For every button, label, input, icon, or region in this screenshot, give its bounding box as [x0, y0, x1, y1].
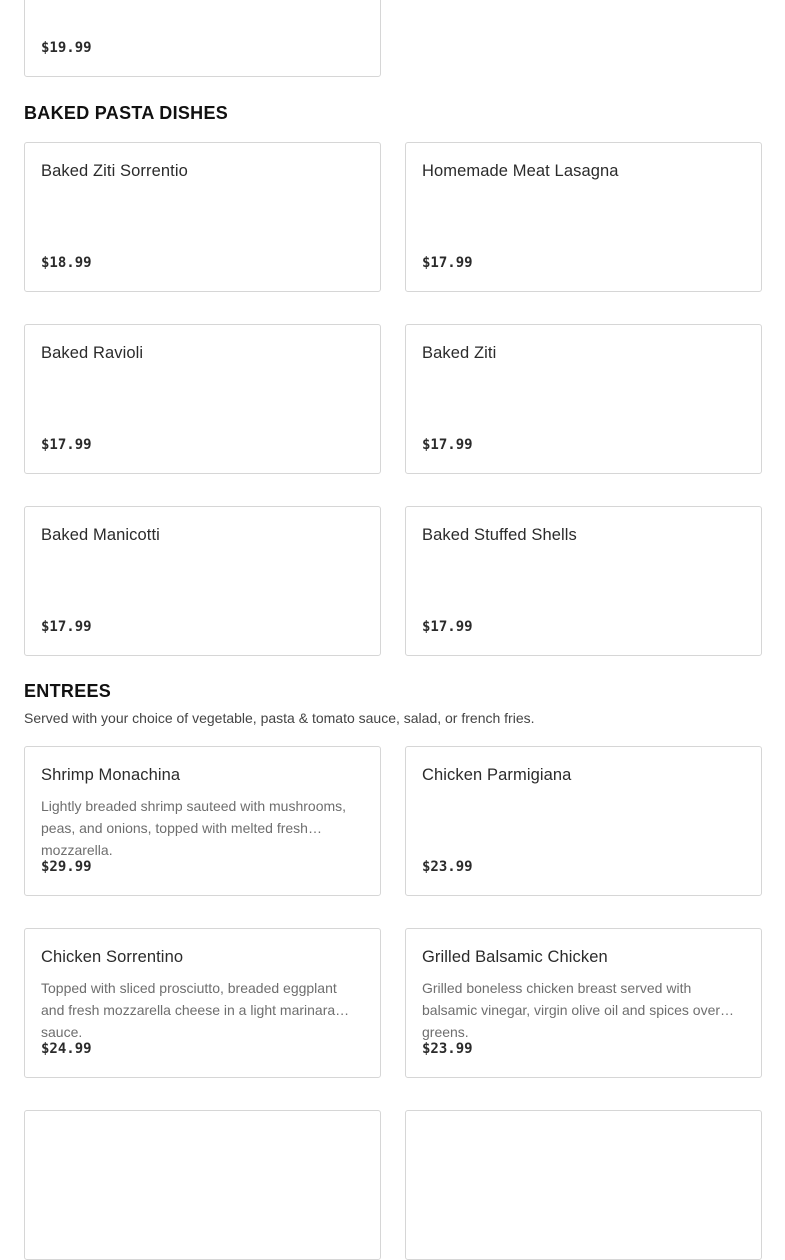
item-price: $23.99 [422, 1041, 473, 1057]
menu-item-card[interactable] [405, 1110, 762, 1260]
item-name: Shrimp Monachina [41, 766, 181, 784]
item-name: Baked Ziti [422, 344, 497, 362]
menu-item-card[interactable] [405, 142, 762, 292]
item-price: $29.99 [41, 859, 92, 875]
item-description: Grilled boneless chicken breast served with balsamic vinegar, virgin olive oil and spices over greens. [422, 980, 721, 1040]
item-price: $17.99 [422, 619, 473, 635]
item-price: $17.99 [41, 619, 92, 635]
menu-item-card[interactable] [24, 1110, 381, 1260]
menu-item-card[interactable] [405, 746, 762, 896]
item-name: Baked Stuffed Shells [422, 526, 577, 544]
menu-item-card[interactable] [24, 0, 381, 77]
menu-item-card[interactable] [24, 928, 381, 1078]
item-name: Homemade Meat Lasagna [422, 162, 619, 180]
menu-item-card[interactable] [405, 324, 762, 474]
item-name: Chicken Parmigiana [422, 766, 572, 784]
item-description: Lightly breaded shrimp sauteed with mushrooms, peas, and onions, topped with melted fresh mozzarella. [41, 798, 347, 858]
item-price: $18.99 [41, 255, 92, 271]
menu-item-card[interactable] [24, 142, 381, 292]
item-price: $17.99 [41, 437, 92, 453]
item-price: $17.99 [422, 437, 473, 453]
item-price: $19.99 [41, 40, 92, 56]
menu-item-card[interactable] [24, 746, 381, 896]
item-name: Chicken Sorrentino [41, 948, 184, 966]
section-title-baked-pasta: BAKED PASTA DISHES [24, 103, 229, 123]
item-name: Baked Ziti Sorrentio [41, 162, 188, 180]
menu-item-card[interactable] [405, 928, 762, 1078]
menu-item-card[interactable] [24, 506, 381, 656]
item-price: $24.99 [41, 1041, 92, 1057]
item-name: Grilled Balsamic Chicken [422, 948, 608, 966]
section-subtitle-entrees: Served with your choice of vegetable, pasta & tomato sauce, salad, or french fries. [24, 710, 535, 726]
item-name: Baked Manicotti [41, 526, 160, 544]
menu-item-card[interactable] [405, 506, 762, 656]
item-price: $17.99 [422, 255, 473, 271]
item-description: Topped with sliced prosciutto, breaded eggplant and fresh mozzarella cheese in a light marinara sauce. [41, 980, 337, 1040]
menu-item-card[interactable] [24, 324, 381, 474]
section-title-entrees: ENTREES [24, 681, 112, 701]
item-price: $23.99 [422, 859, 473, 875]
item-name: Baked Ravioli [41, 344, 144, 362]
